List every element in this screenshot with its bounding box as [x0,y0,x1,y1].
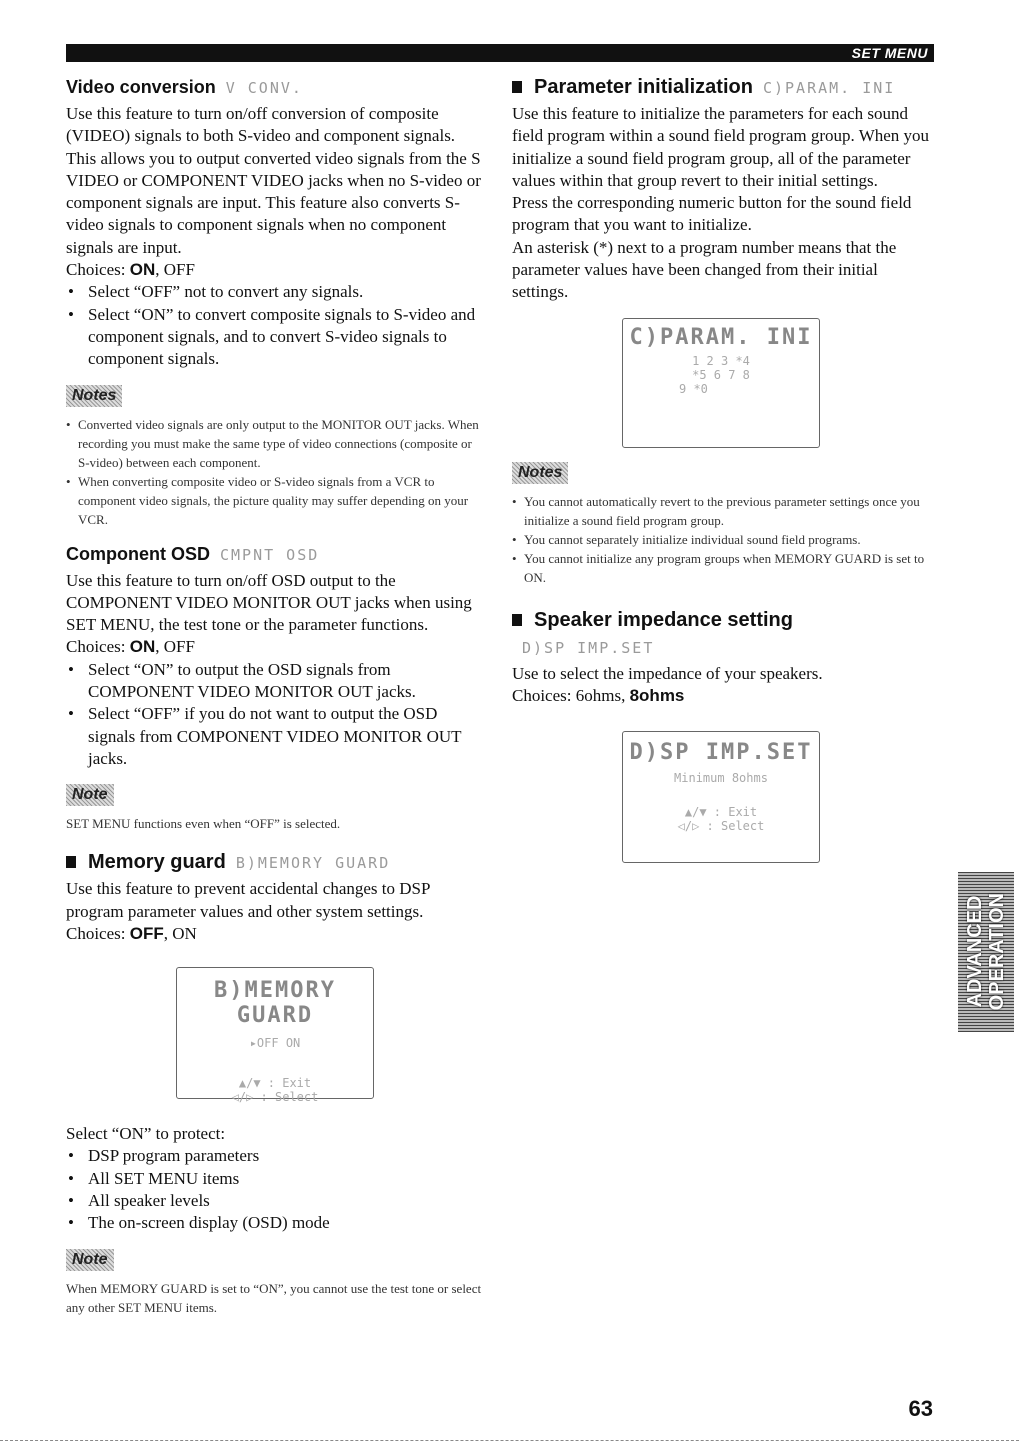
note-item: • When converting composite video or S-video signals from a VCR to component video signals, the picture quality may suffer depending on your VCR. [66,472,486,529]
protect-intro: Select “ON” to protect: [66,1124,226,1144]
header-bar [66,44,934,62]
video-conversion-title: Video conversion [66,77,216,97]
component-osd-body: Use this feature to turn on/off OSD output to the COMPONENT VIDEO MONITOR OUT jacks when using SET MENU, the test tone or the parameter functions. [66,570,472,635]
list-item: • Select “OFF” if you do not want to output the OSD signals from COMPONENT VIDEO MONITOR OUT jacks. [66,703,486,770]
note-item: • You cannot initialize any program groups when MEMORY GUARD is set to ON. [512,549,932,587]
component-osd-section [66,543,486,834]
square-bullet-icon [66,856,76,868]
square-bullet-icon [512,614,522,626]
notes-label: Notes [512,462,568,484]
square-bullet-icon [512,81,522,93]
note-item: • You cannot automatically revert to the previous parameter settings once you initialize a sound field program group. [512,492,932,530]
video-conversion-display: V CONV. [225,79,303,97]
list-item: • Select “ON” to convert composite signals to S-video and component signals, and to convert S-video signals to component signals. [66,304,486,371]
video-conversion-section [66,76,486,529]
osd-title: B)MEMORY GUARD [214,978,336,1029]
list-item: • Select “ON” to output the OSD signals from COMPONENT VIDEO MONITOR OUT jacks. [66,659,486,704]
parameter-init-body-3: An asterisk (*) next to a program number means that the parameter values have been changed from their initial settings. [512,237,897,302]
list-item: • All speaker levels [66,1190,486,1212]
memory-guard-choices: Choices: OFF, ON [66,923,197,943]
memory-guard-body: Use this feature to prevent accidental changes to DSP program parameter values and other system settings. [66,879,430,921]
parameter-init-notes [512,492,932,587]
list-item: • DSP program parameters [66,1145,486,1167]
parameter-init-display: C)PARAM. INI [762,79,896,97]
notes-label: Notes [66,385,122,407]
osd-select-hint: ◁/▷ : Select [231,1090,319,1105]
advanced-operation-tab [958,872,1014,1032]
memory-guard-note: When MEMORY GUARD is set to “ON”, you cannot use the test tone or select any other SET MENU items. [66,1280,482,1315]
component-osd-heading: Component OSD CMPNT OSD [66,543,320,564]
speaker-impedance-osd-screen [622,731,820,863]
video-conversion-notes [66,415,486,529]
note-item: • You cannot separately initialize individual sound field programs. [512,530,932,549]
video-conversion-heading [66,76,486,99]
osd-row: 1 2 3 *4 [692,353,750,368]
right-column [512,76,932,863]
speaker-impedance-display: D)SP IMP.SET [522,638,655,657]
parameter-init-body-1: Use this feature to initialize the parameters for each sound field program within a sound field program group. When you initialize a sound field program group, all of the parameter values within that group revert to their initial settings. [512,104,930,190]
osd-exit-hint: ▲/▼ : Exit [684,805,758,820]
component-osd-choices: Choices: ON, OFF [66,637,195,657]
list-item: • The on-screen display (OSD) mode [66,1212,486,1234]
parameter-init-osd-screen [622,318,820,448]
note-item: • Converted video signals are only output to the MONITOR OUT jacks. When recording you must make the same type of video connections (composite or S-video) between each component. [66,415,486,472]
list-item: • Select “OFF” not to convert any signals. [66,281,486,303]
osd-title: C)PARAM. INI [629,324,813,350]
list-item: • All SET MENU items [66,1168,486,1190]
page-number: 63 [908,1396,933,1421]
parameter-init-body-2: Press the corresponding numeric button for the sound field program that you want to initialize. [512,193,912,235]
parameter-init-heading: Parameter initialization C)PARAM. INI [512,76,932,99]
osd-select-hint: ◁/▷ : Select [677,819,765,834]
speaker-impedance-choices: Choices: 6ohms, 8ohms [512,685,685,705]
component-osd-display: CMPNT OSD [220,545,320,564]
osd-exit-hint: ▲/▼ : Exit [238,1076,312,1091]
memory-guard-osd-screen [176,967,374,1105]
video-conversion-choices: Choices: ON, OFF [66,260,195,280]
memory-guard-heading: Memory guard B)MEMORY GUARD [66,851,486,874]
video-conversion-body: Use this feature to turn on/off conversion of composite (VIDEO) signals to both S-video and component signals. This allows you to output converted video signals from the S VIDEO or COMPONENT VIDEO jacks when no S-video or component signals are input. This feature also converts S-video signals to component signals when no component signals are input. [66,104,481,257]
protect-list [66,1145,486,1234]
speaker-impedance-section [512,609,932,864]
osd-value: Minimum 8ohms [674,771,768,786]
bottom-divider [0,1440,1019,1441]
memory-guard-display: B)MEMORY GUARD [235,854,391,873]
component-osd-bullets [66,659,486,770]
video-conversion-bullets [66,281,486,370]
memory-guard-section [66,851,486,1316]
osd-options: ▸OFF ON [249,1036,301,1051]
side-tab-label: ADVANCED OPERATION [964,893,1008,1011]
osd-title: D)SP IMP.SET [629,740,813,766]
parameter-init-section [512,76,932,587]
osd-row: *5 6 7 8 [692,367,750,382]
note-label: Note [66,1249,114,1271]
speaker-impedance-heading: Speaker impedance setting D)SP IMP.SET [512,609,932,659]
note-label: Note [66,784,114,806]
osd-row: 9 *0 [679,381,708,396]
left-column [66,76,486,1317]
header-label: SET MENU [851,45,928,61]
component-osd-note: SET MENU functions even when “OFF” is selected. [66,816,341,832]
speaker-impedance-body: Use to select the impedance of your speakers. [512,663,823,683]
